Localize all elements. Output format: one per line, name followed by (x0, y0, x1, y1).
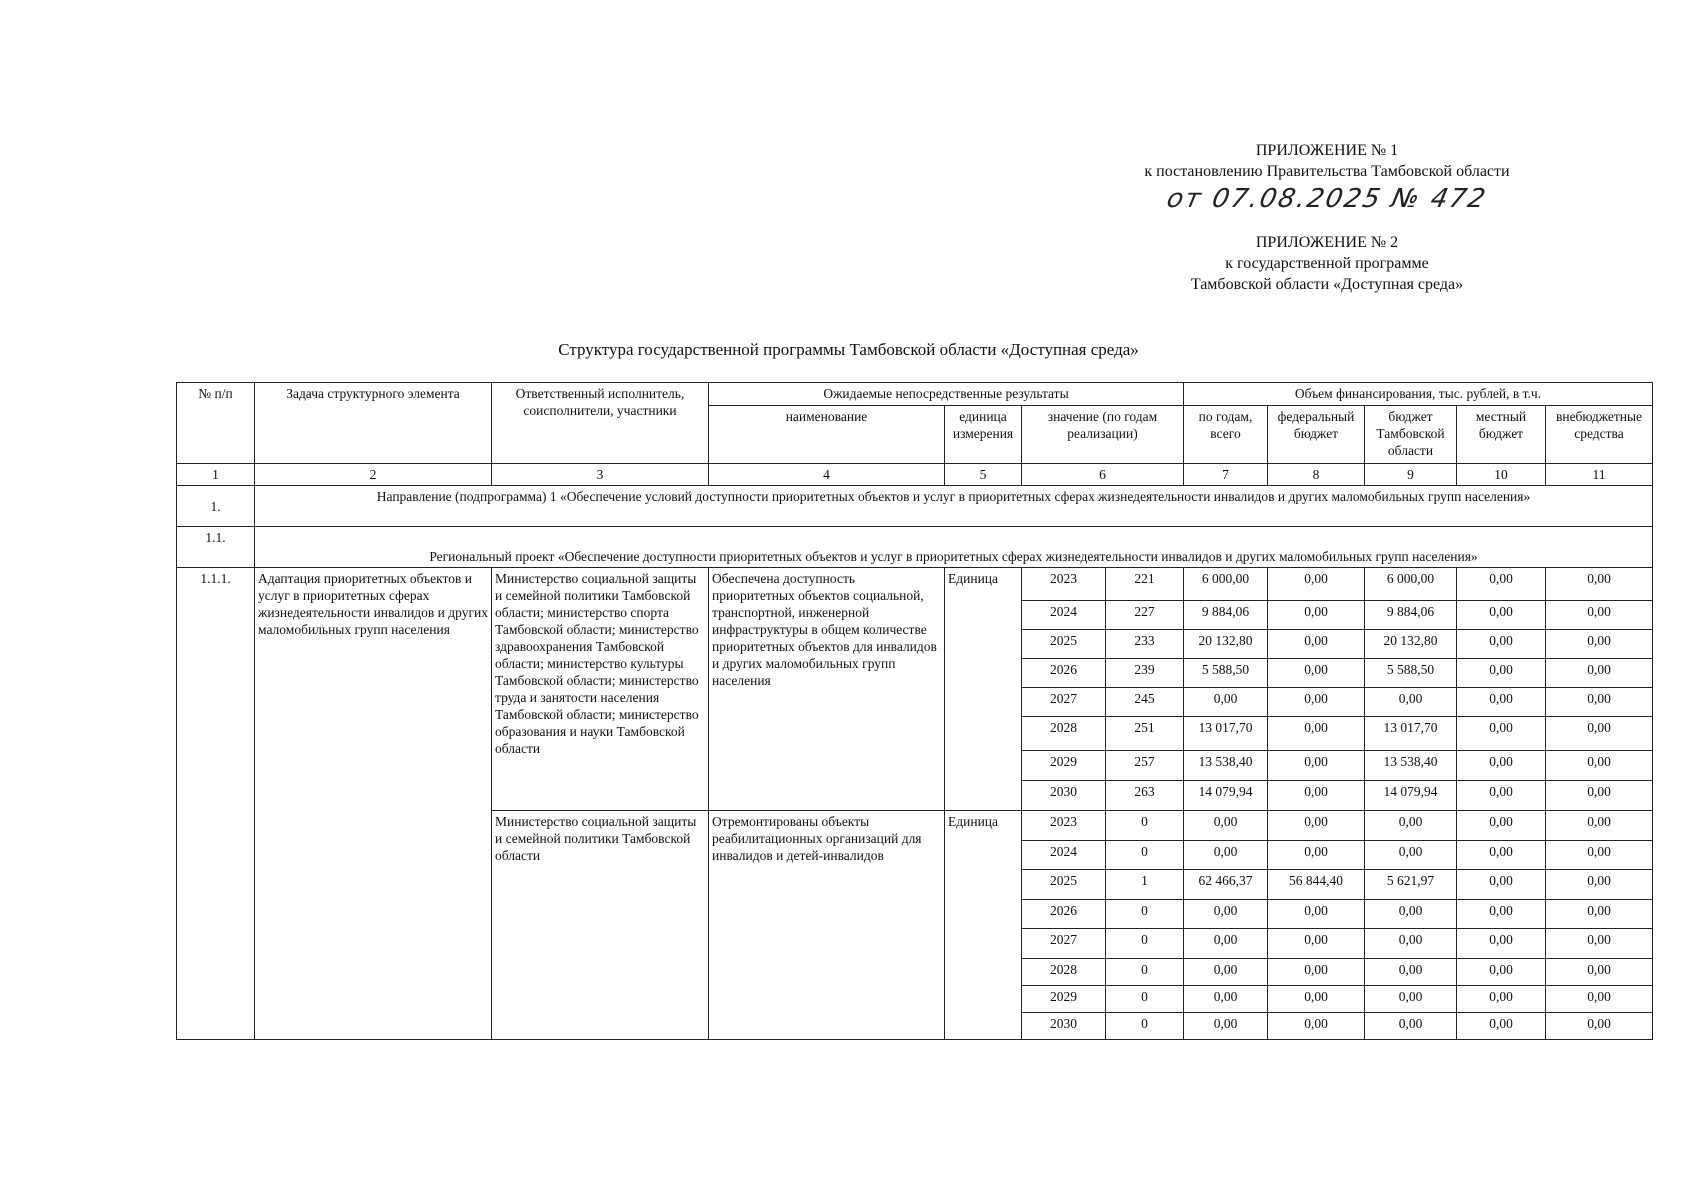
col-number: 2 (255, 464, 492, 486)
local-cell: 0,00 (1457, 717, 1546, 751)
regional-cell: 13 538,40 (1365, 751, 1457, 781)
total-cell: 0,00 (1184, 688, 1268, 717)
local-cell: 0,00 (1457, 900, 1546, 929)
total-cell: 20 132,80 (1184, 630, 1268, 659)
unit-cell: Единица (945, 568, 1022, 811)
value-cell: 0 (1106, 811, 1184, 841)
col-number: 4 (709, 464, 945, 486)
year-cell: 2025 (1022, 630, 1106, 659)
year-cell: 2024 (1022, 841, 1106, 870)
extra-cell: 0,00 (1546, 929, 1653, 959)
local-cell: 0,00 (1457, 568, 1546, 601)
year-cell: 2029 (1022, 986, 1106, 1013)
regional-cell: 0,00 (1365, 841, 1457, 870)
extra-cell: 0,00 (1546, 601, 1653, 630)
project-num: 1.1. (177, 527, 255, 568)
value-cell: 239 (1106, 659, 1184, 688)
total-cell: 62 466,37 (1184, 870, 1268, 900)
year-cell: 2029 (1022, 751, 1106, 781)
col-number: 8 (1268, 464, 1365, 486)
federal-cell: 0,00 (1268, 959, 1365, 986)
federal-cell: 0,00 (1268, 811, 1365, 841)
local-cell: 0,00 (1457, 659, 1546, 688)
extra-cell: 0,00 (1546, 751, 1653, 781)
project-text: Региональный проект «Обеспечение доступности приоритетных объектов и услуг в приоритетных сферах жизнедеятельности инвалидов и других маломобильных групп населения» (255, 527, 1653, 568)
appendix2-line2: Тамбовской области «Доступная среда» (1190, 276, 1464, 293)
local-cell: 0,00 (1457, 870, 1546, 900)
local-cell: 0,00 (1457, 811, 1546, 841)
col-number: 7 (1184, 464, 1268, 486)
total-cell: 5 588,50 (1184, 659, 1268, 688)
extra-cell: 0,00 (1546, 688, 1653, 717)
local-cell: 0,00 (1457, 781, 1546, 811)
structure-table (176, 382, 1653, 1040)
appendix2-title: ПРИЛОЖЕНИЕ № 2 (1255, 234, 1399, 251)
regional-cell: 6 000,00 (1365, 568, 1457, 601)
total-cell: 0,00 (1184, 929, 1268, 959)
federal-cell: 0,00 (1268, 929, 1365, 959)
federal-cell: 0,00 (1268, 688, 1365, 717)
extra-cell: 0,00 (1546, 959, 1653, 986)
unit-cell: Единица (945, 811, 1022, 1040)
total-cell: 6 000,00 (1184, 568, 1268, 601)
header-num: № п/п (177, 383, 255, 464)
year-cell: 2027 (1022, 688, 1106, 717)
header-by-years: по годам, всего (1184, 405, 1268, 463)
header-row-1 (177, 383, 1653, 406)
extra-cell: 0,00 (1546, 841, 1653, 870)
value-cell: 0 (1106, 986, 1184, 1013)
executor-cell: Министерство социальной защиты и семейной политики Тамбовской области (492, 811, 709, 1040)
extra-cell: 0,00 (1546, 568, 1653, 601)
value-cell: 0 (1106, 900, 1184, 929)
extra-cell: 0,00 (1546, 900, 1653, 929)
federal-cell: 0,00 (1268, 1013, 1365, 1040)
total-cell: 0,00 (1184, 841, 1268, 870)
local-cell: 0,00 (1457, 601, 1546, 630)
year-cell: 2025 (1022, 870, 1106, 900)
header-unit: единица измерения (945, 405, 1022, 463)
federal-cell: 0,00 (1268, 900, 1365, 929)
extra-cell: 0,00 (1546, 986, 1653, 1013)
regional-cell: 0,00 (1365, 688, 1457, 717)
federal-cell: 0,00 (1268, 781, 1365, 811)
header-local: местный бюджет (1457, 405, 1546, 463)
regional-cell: 20 132,80 (1365, 630, 1457, 659)
total-cell: 0,00 (1184, 900, 1268, 929)
header-executor: Ответственный исполнитель, соисполнители, участники (492, 383, 709, 464)
extra-cell: 0,00 (1546, 1013, 1653, 1040)
local-cell: 0,00 (1457, 986, 1546, 1013)
value-cell: 0 (1106, 959, 1184, 986)
header-funding: Объем финансирования, тыс. рублей, в т.ч. (1184, 383, 1653, 406)
federal-cell: 0,00 (1268, 601, 1365, 630)
regional-cell: 0,00 (1365, 811, 1457, 841)
table-row (177, 568, 1653, 601)
project-row (177, 527, 1653, 568)
value-cell: 245 (1106, 688, 1184, 717)
local-cell: 0,00 (1457, 841, 1546, 870)
year-cell: 2027 (1022, 929, 1106, 959)
extra-cell: 0,00 (1546, 811, 1653, 841)
local-cell: 0,00 (1457, 1013, 1546, 1040)
extra-cell: 0,00 (1546, 717, 1653, 751)
regional-cell: 0,00 (1365, 929, 1457, 959)
header-value: значение (по годам реализации) (1022, 405, 1184, 463)
extra-cell: 0,00 (1546, 659, 1653, 688)
appendix1-title: ПРИЛОЖЕНИЕ № 1 (1255, 142, 1399, 159)
column-numbers-row (177, 464, 1653, 486)
total-cell: 0,00 (1184, 959, 1268, 986)
local-cell: 0,00 (1457, 929, 1546, 959)
value-cell: 227 (1106, 601, 1184, 630)
total-cell: 0,00 (1184, 811, 1268, 841)
total-cell: 0,00 (1184, 986, 1268, 1013)
value-cell: 0 (1106, 1013, 1184, 1040)
federal-cell: 56 844,40 (1268, 870, 1365, 900)
task-num: 1.1.1. (177, 568, 255, 1040)
header-regional: бюджет Тамбовской области (1365, 405, 1457, 463)
executor-cell: Министерство социальной защиты и семейной политики Тамбовской области; министерство спорта Тамбовской области; министерство здравоохранения Тамбовской области; министерство культуры Тамбовской области; министерство труда и занятости населения Тамбовской области; министерство образования и науки Тамбовской области (492, 568, 709, 811)
direction-num: 1. (177, 486, 255, 527)
result-name-cell: Обеспечена доступность приоритетных объектов социальной, транспортной, инженерной инфраструктуры в общем количестве приоритетных объектов для инвалидов и других маломобильных групп населения (709, 568, 945, 811)
federal-cell: 0,00 (1268, 986, 1365, 1013)
regional-cell: 9 884,06 (1365, 601, 1457, 630)
year-cell: 2028 (1022, 717, 1106, 751)
year-cell: 2024 (1022, 601, 1106, 630)
document-title: Структура государственной программы Тамбовской области «Доступная среда» (558, 340, 1139, 359)
federal-cell: 0,00 (1268, 717, 1365, 751)
appendix1-to: к постановлению Правительства Тамбовской области (1144, 163, 1510, 180)
col-number: 10 (1457, 464, 1546, 486)
regional-cell: 13 017,70 (1365, 717, 1457, 751)
header-results: Ожидаемые непосредственные результаты (709, 383, 1184, 406)
header-task: Задача структурного элемента (255, 383, 492, 464)
col-number: 3 (492, 464, 709, 486)
col-number: 1 (177, 464, 255, 486)
regional-cell: 0,00 (1365, 986, 1457, 1013)
extra-cell: 0,00 (1546, 630, 1653, 659)
header-name: наименование (709, 405, 945, 463)
federal-cell: 0,00 (1268, 751, 1365, 781)
federal-cell: 0,00 (1268, 659, 1365, 688)
col-number: 9 (1365, 464, 1457, 486)
federal-cell: 0,00 (1268, 841, 1365, 870)
total-cell: 14 079,94 (1184, 781, 1268, 811)
regional-cell: 0,00 (1365, 900, 1457, 929)
col-number: 6 (1022, 464, 1184, 486)
header-extra: внебюджетные средства (1546, 405, 1653, 463)
year-cell: 2023 (1022, 568, 1106, 601)
year-cell: 2030 (1022, 1013, 1106, 1040)
appendix2-line1: к государственной программе (1225, 255, 1429, 272)
regional-cell: 5 621,97 (1365, 870, 1457, 900)
total-cell: 9 884,06 (1184, 601, 1268, 630)
total-cell: 13 538,40 (1184, 751, 1268, 781)
regional-cell: 0,00 (1365, 959, 1457, 986)
local-cell: 0,00 (1457, 751, 1546, 781)
federal-cell: 0,00 (1268, 630, 1365, 659)
col-number: 5 (945, 464, 1022, 486)
extra-cell: 0,00 (1546, 870, 1653, 900)
regional-cell: 5 588,50 (1365, 659, 1457, 688)
col-number: 11 (1546, 464, 1653, 486)
year-cell: 2026 (1022, 900, 1106, 929)
header-federal: федеральный бюджет (1268, 405, 1365, 463)
year-cell: 2030 (1022, 781, 1106, 811)
local-cell: 0,00 (1457, 630, 1546, 659)
regional-cell: 14 079,94 (1365, 781, 1457, 811)
value-cell: 0 (1106, 929, 1184, 959)
appendix-block (1097, 140, 1557, 295)
total-cell: 0,00 (1184, 1013, 1268, 1040)
result-name-cell: Отремонтированы объекты реабилитационных организаций для инвалидов и детей-инвалидов (709, 811, 945, 1040)
total-cell: 13 017,70 (1184, 717, 1268, 751)
direction-row (177, 486, 1653, 527)
appendix1-handwritten-date: от 07.08.2025 № 472 (1164, 184, 1490, 214)
year-cell: 2028 (1022, 959, 1106, 986)
direction-text: Направление (подпрограмма) 1 «Обеспечение условий доступности приоритетных объектов и услуг в приоритетных сферах жизнедеятельности инвалидов и других маломобильных групп населения» (255, 486, 1653, 527)
value-cell: 0 (1106, 841, 1184, 870)
local-cell: 0,00 (1457, 959, 1546, 986)
value-cell: 1 (1106, 870, 1184, 900)
value-cell: 263 (1106, 781, 1184, 811)
local-cell: 0,00 (1457, 688, 1546, 717)
federal-cell: 0,00 (1268, 568, 1365, 601)
value-cell: 221 (1106, 568, 1184, 601)
value-cell: 257 (1106, 751, 1184, 781)
regional-cell: 0,00 (1365, 1013, 1457, 1040)
year-cell: 2026 (1022, 659, 1106, 688)
value-cell: 233 (1106, 630, 1184, 659)
task-text: Адаптация приоритетных объектов и услуг в приоритетных сферах жизнедеятельности инвалидов и других маломобильных групп населения (255, 568, 492, 1040)
extra-cell: 0,00 (1546, 781, 1653, 811)
year-cell: 2023 (1022, 811, 1106, 841)
value-cell: 251 (1106, 717, 1184, 751)
